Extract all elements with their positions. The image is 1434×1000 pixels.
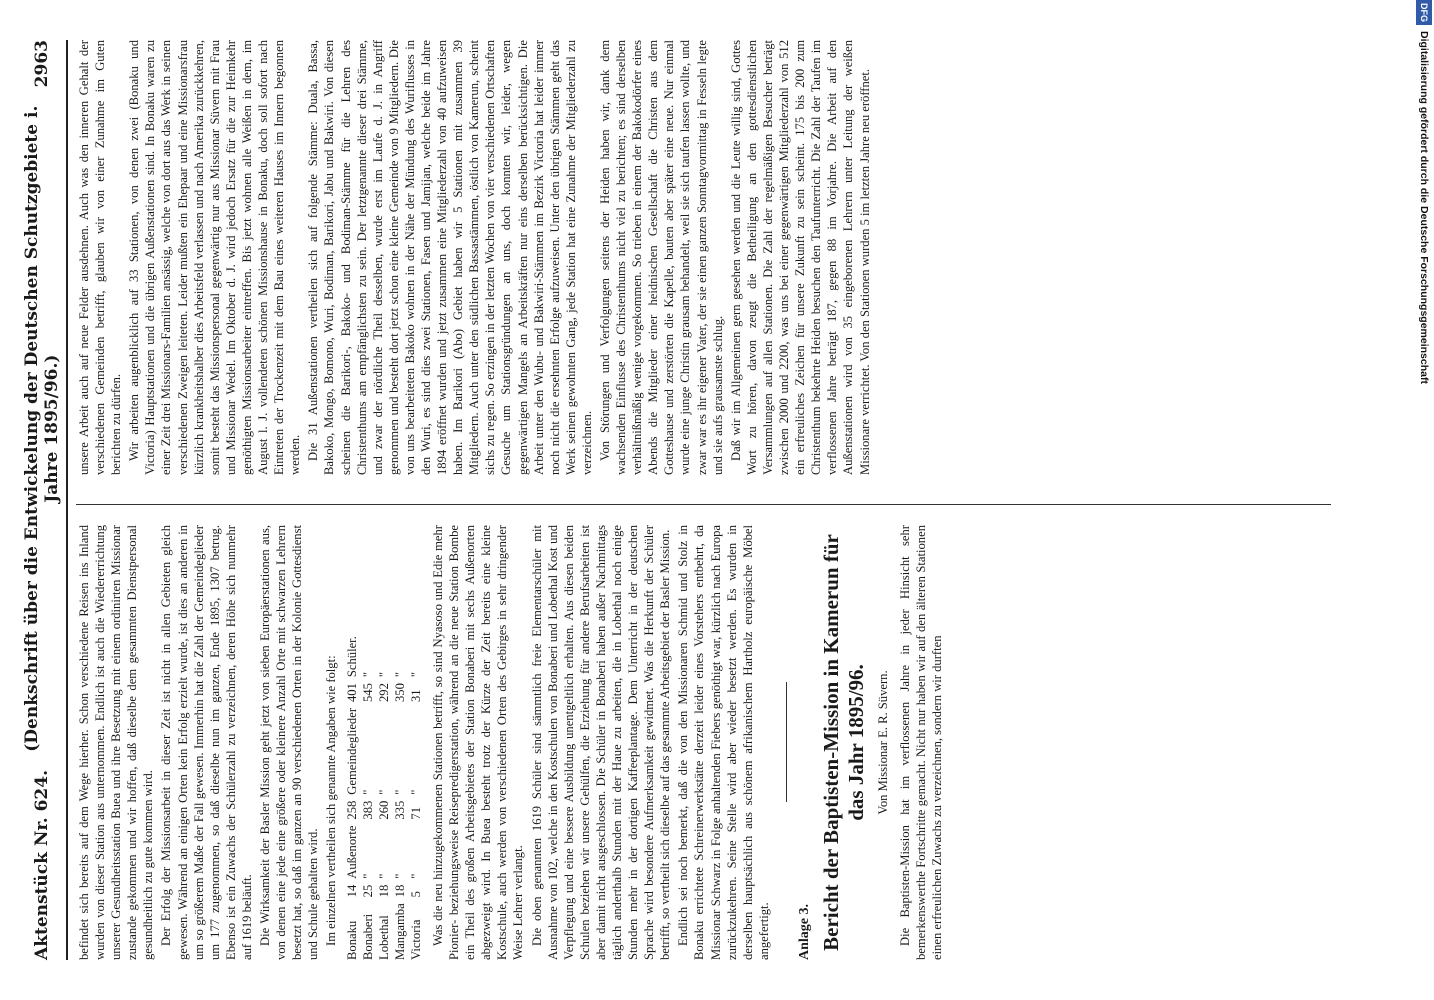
author-byline: Von Missionar E. R. Süvern.: [876, 670, 891, 815]
outstation-count: 18: [392, 884, 407, 898]
paragraph: Im einzelnen vertheilen sich genannte Angaben wie folgt:: [324, 655, 339, 946]
outstation-label: Außenorte: [344, 825, 359, 879]
appendix-label: Anlage 3.: [796, 904, 812, 960]
pupil-label: ": [392, 671, 407, 678]
page-header: [18, 40, 68, 960]
station-name: Lobethal: [376, 915, 391, 960]
member-count: 258: [344, 800, 359, 820]
left-column: [76, 525, 947, 960]
running-title: (Denkschrift über die Entwickelung der Deutschen Schutzgebiete i. Jahre 1895/96.): [22, 105, 62, 752]
member-count: 260: [376, 800, 391, 820]
pupil-count: 545: [360, 683, 375, 702]
member-count: 383: [360, 800, 375, 820]
paragraph: Endlich sei noch bemerkt, daß die von den Missionaren Schmid und Stolz in Bonaku errichtete Schreinerwerkstätte derzeit leider eines Vorstehers entbehrt, da Missionar Schwarz in Folge anhaltenden Fiebers genöthigt war, kürzlich nach Europa zurückzukehren. Seine Stelle wird aber wieder besetzt werden. Es wurden in derselben hauptsächlich aus schönem afrikanischem Hartholz europäische Möbel angefertigt.: [676, 525, 771, 960]
station-name: Bonaberi: [360, 913, 375, 960]
outstation-count: 14: [344, 884, 359, 898]
pupil-count: 31: [408, 689, 423, 702]
pupil-label: ": [360, 671, 375, 678]
pupil-count: 350: [392, 683, 407, 702]
paragraph: Der Erfolg der Missionsarbeit in dieser Zeit ist nicht in allen Gebieten gleich gewesen. Während an einigen Orten kein Erfolg erzielt wurde, ist dies an anderen in um so größerem Maße der Fall gewesen. Immerhin hat die Zahl der Gemeindeglieder um 177 zugenommen, so daß dieselbe nun im ganzen, Ende 1895, 1307 betrug. Ebenso ist ein Zuwachs der Schülerzahl zu verzeichnen, deren Höhe sich nunmehr auf 1619 beläuft.: [159, 525, 254, 960]
paragraph: Von Störungen und Verfolgungen seitens der Heiden haben wir, dank dem wachsenden Einflusse des Christenthums nicht viel zu berichten; es sind derselben verhältnißmäßig wenige vorgekommen. So trieben in einem der Bakokodörfer eines Abends die Mitglieder einer heidnischen Gesellschaft die Christen aus dem Gotteshause und zerstörten die Kapelle, bauten aber später eine neue. Nur einmal wurde eine junge Christin grausam behandelt, weil sie sich taufen lassen wollte, und zwar war es ihr eigener Vater, der sie einen ganzen Sonntagvormittag in Fesseln legte und sie aufs grausamste schlug.: [598, 40, 725, 475]
paragraph: Wir arbeiten augenblicklich auf 33 Stationen, von denen zwei (Bonaku und Victoria) Hauptstationen und die übrigen Außenstationen sind. In Bonaku waren zu einer Zeit drei Missionars-Familien ansässig, welche von dort aus das Werk in seinen verschiedenen Zweigen leiteten. Leider mußten ein Ehepaar und eine Missionarsfrau kürzlich krankheitshalber dies Arbeitsfeld verlassen und nach Amerika zurückkehren, somit besteht das Missionspersonal gegenwärtig nur aus Missionar Süvern mit Frau und Missionar Wedel. Im Oktober d. J. wird jedoch Ersatz für die zur Heimkehr genöthigten Missionsarbeiter eintreffen. Bis jetzt wohnen alle Weißen in dem, im August l. J. vollendeten schönen Missionshause in Bonaku, doch soll sofort nach Eintreten der Trockenzeit mit dem Bau eines weiteren Hauses im Innern begonnen werden.: [127, 40, 303, 475]
paragraph: Daß wir im Allgemeinen gern gesehen werden und die Leute willig sind, Gottes Wort zu hören, davon zeugt die Betheiligung an den gottesdienstlichen Versammlungen auf allen Stationen. Die Zahl der regelmäßigen Besucher beträgt zwischen 2000 und 2200, was uns bei einer gegenwärtigen Mitgliederzahl von 512 ein erfreuliches Zeichen für unsere Zukunft zu sein scheint. 175 bis 200 zum Christenthum bekehrte Heiden besuchen den Taufunterricht. Die Zahl der Taufen im verflossenen Jahre beträgt 187, gegen 88 im Vorjahre. Die Arbeit auf den Außenstationen wird von 35 eingeborenen Lehrern unter Leitung der weißen Missionare verrichtet. Von den Stationen wurden 5 im letzten Jahre neu eröffnet.: [728, 40, 872, 475]
table-row: [360, 630, 376, 960]
right-column: [76, 40, 875, 475]
outstation-label: ": [360, 873, 375, 879]
outstation-label: ": [392, 873, 407, 879]
credit-text: Digitalisierung gefördert durch die Deutsche Forschungsgemeinschaft: [1418, 31, 1430, 384]
pupil-label: ": [408, 671, 423, 678]
table-row: [376, 630, 392, 960]
table-row: [408, 630, 424, 960]
station-name: Mangamba: [392, 903, 407, 960]
digitization-credit-sidebar: [1418, 0, 1434, 1000]
member-count: 335: [392, 800, 407, 820]
station-statistics-table: [344, 630, 424, 960]
paragraph: Die 31 Außenstationen vertheilen sich auf folgende Stämme: Duala, Bassa, Bakoko, Mongo, Bomono, Wuri, Bodiman, Barikori, Jabu und Bakwiri. Von diesen scheinen die Barikori-, Bakoko- und Bodiman-Stämme für die Lehren des Christenthums am empfänglichsten zu sein. Der letztgenannte dieser drei Stämme, und zwar der nördliche Theil desselben, wurde erst im Laufe d. J. in Angriff genommen und besteht dort jetzt schon eine kleine Gemeinde von 9 Mitgliedern. Die von uns bearbeiteten Bakoko wohnen in der Nähe der Mündung des Wuriflusses in den Wuri, es sind dies zwei Stationen, Fasen und Jamijan, welche beide im Jahre 1894 eröffnet wurden und jetzt zusammen eine Mitgliederzahl von 40 aufzuweisen haben. Im Barikori (Abo) Gebiet haben wir 5 Stationen mit zusammen 39 Mitgliedern. Auch unter den südlichen Bassastämmen, östlich von Kamerun, scheint sichs zu regen. So erzingen in der letzten Wochen von vier verschiedenen Ortschaften Gesuche um Stationsgründungen an uns, doch konnten wir, leider, wegen gegenwärtigen Mangels an Arbeitskräften nur eins derselben berücksichtigen. Die Arbeit unter den Wubu- und Bakwiri-Stämmen im Bezirk Victoria hat leider immer noch nicht die ersehnten Erfolge aufzuweisen. Unter den übrigen Stämmen geht das Werk seinen gewohnten Gang, jede Station hat eine Zunahme der Mitgliederzahl zu verzeichnen.: [306, 40, 594, 475]
pupil-label: ": [376, 671, 391, 678]
member-label: ": [392, 789, 407, 795]
outstation-count: 18: [376, 884, 391, 898]
paragraph: Die Baptisten-Mission hat im verflossenen Jahre in jeder Hinsicht sehr bemerkenswerthe Fortschritte gemacht. Nicht nur haben wir auf den älteren Stationen einen erfreulichen Zuwachs zu verzeichnen, sondern wir durften: [898, 525, 945, 960]
member-label: ": [360, 789, 375, 795]
table-row: [344, 630, 360, 960]
member-label: Gemeindeglieder: [344, 707, 359, 795]
section-separator: [786, 683, 787, 803]
paragraph: unsere Arbeit auch auf neue Felder ausdehnen. Auch was den inneren Gehalt der verschiedenen Gemeinden betrifft, glauben wir von einer Zunahme im Guten berichten zu dürfen.: [77, 40, 124, 475]
pupil-count: 401: [344, 683, 359, 702]
member-count: 71: [408, 807, 423, 820]
paragraph: Die Wirksamkeit der Basler Mission geht jetzt von sieben Europäerstationen aus, von denen eine jede eine größere oder kleinere Anzahl Orte mit schwarzen Lehrern besetzt hat, so daß im ganzen an 90 verschiedenen Orten in der Kolonie Gottesdienst und Schule gehalten wird.: [258, 525, 321, 960]
pupil-count: 292: [376, 683, 391, 702]
outstation-count: 5: [408, 891, 423, 898]
page-number: 2963: [32, 40, 52, 88]
column-divider: [76, 504, 1331, 505]
dfg-logo-badge: DFG: [1416, 0, 1432, 25]
report-title: Bericht der Baptisten-Mission in Kamerun für das Jahr 1895/96.: [819, 534, 869, 951]
paragraph: Die oben genannten 1619 Schüler sind sämmtlich freie Elementarschüler mit Ausnahme von 102, welche in den Kostschulen von Bonaberi und Lobethal Kost und Verpflegung und eine bessere Ausbildung unentgeltlich erhalten. Aus diesen beiden Schulen beziehen wir unsere Gehülfen, die Erziehung für andere Berufsarbeiten ist aber damit nicht ausgeschlossen. Die Schüler in Bonaberi haben außer Nachmittags täglich anderthalb Stunden mit der Haue zu arbeiten, die in Lobethal noch einige Stunden mehr in der dortigen Kaffeeplantage. Dem Unterricht in der deutschen Sprache wird besondere Aufmerksamkeit gewidmet. Was die Herkunft der Schüler betrifft, so vertheilt sich dieselbe auf das gesammte Arbeitsgebiet der Basler Mission.: [529, 525, 673, 960]
credit-line: [1416, 0, 1432, 1000]
paragraph: befindet sich bereits auf dem Wege hierher. Schon verschiedene Reisen ins Inland wurden von dieser Station aus unternommen. Endlich ist auch die Wiedererrichtung unserer Gesundheitsstation Buea und ihre Besetzung mit einem ordinirten Missionar zustande gekommen und wir hoffen, daß dieselbe dem gesammten Dienstpersonal gesundheitlich zu gute kommen wird.: [77, 525, 156, 960]
outstation-label: ": [376, 873, 391, 879]
member-label: ": [376, 789, 391, 795]
outstation-label: ": [408, 873, 423, 879]
station-name: Bonaku: [344, 920, 359, 960]
table-row: [392, 630, 408, 960]
pupil-label: Schüler.: [344, 636, 359, 678]
outstation-count: 25: [360, 884, 375, 898]
document-number: Aktenstück Nr. 624.: [32, 769, 52, 960]
paragraph: Was die neu hinzugekommenen Stationen betrifft, so sind Nyasoso und Edie mehr Pionier- beziehungsweise Reisepredigerstation, während an die neue Station Bombe ein Theil des großen Arbeitsgebietes der Station Bonaberi mit sechs Außenorten abgezweigt wird. In Buea besteht trotz der Kürze der Zeit bereits eine kleine Kostschule, auch werden von verschiedenen Orten des Gebirges in sehr dringender Weise Lehrer verlangt.: [430, 525, 526, 960]
station-name: Victoria: [408, 919, 423, 960]
member-label: ": [408, 789, 423, 795]
